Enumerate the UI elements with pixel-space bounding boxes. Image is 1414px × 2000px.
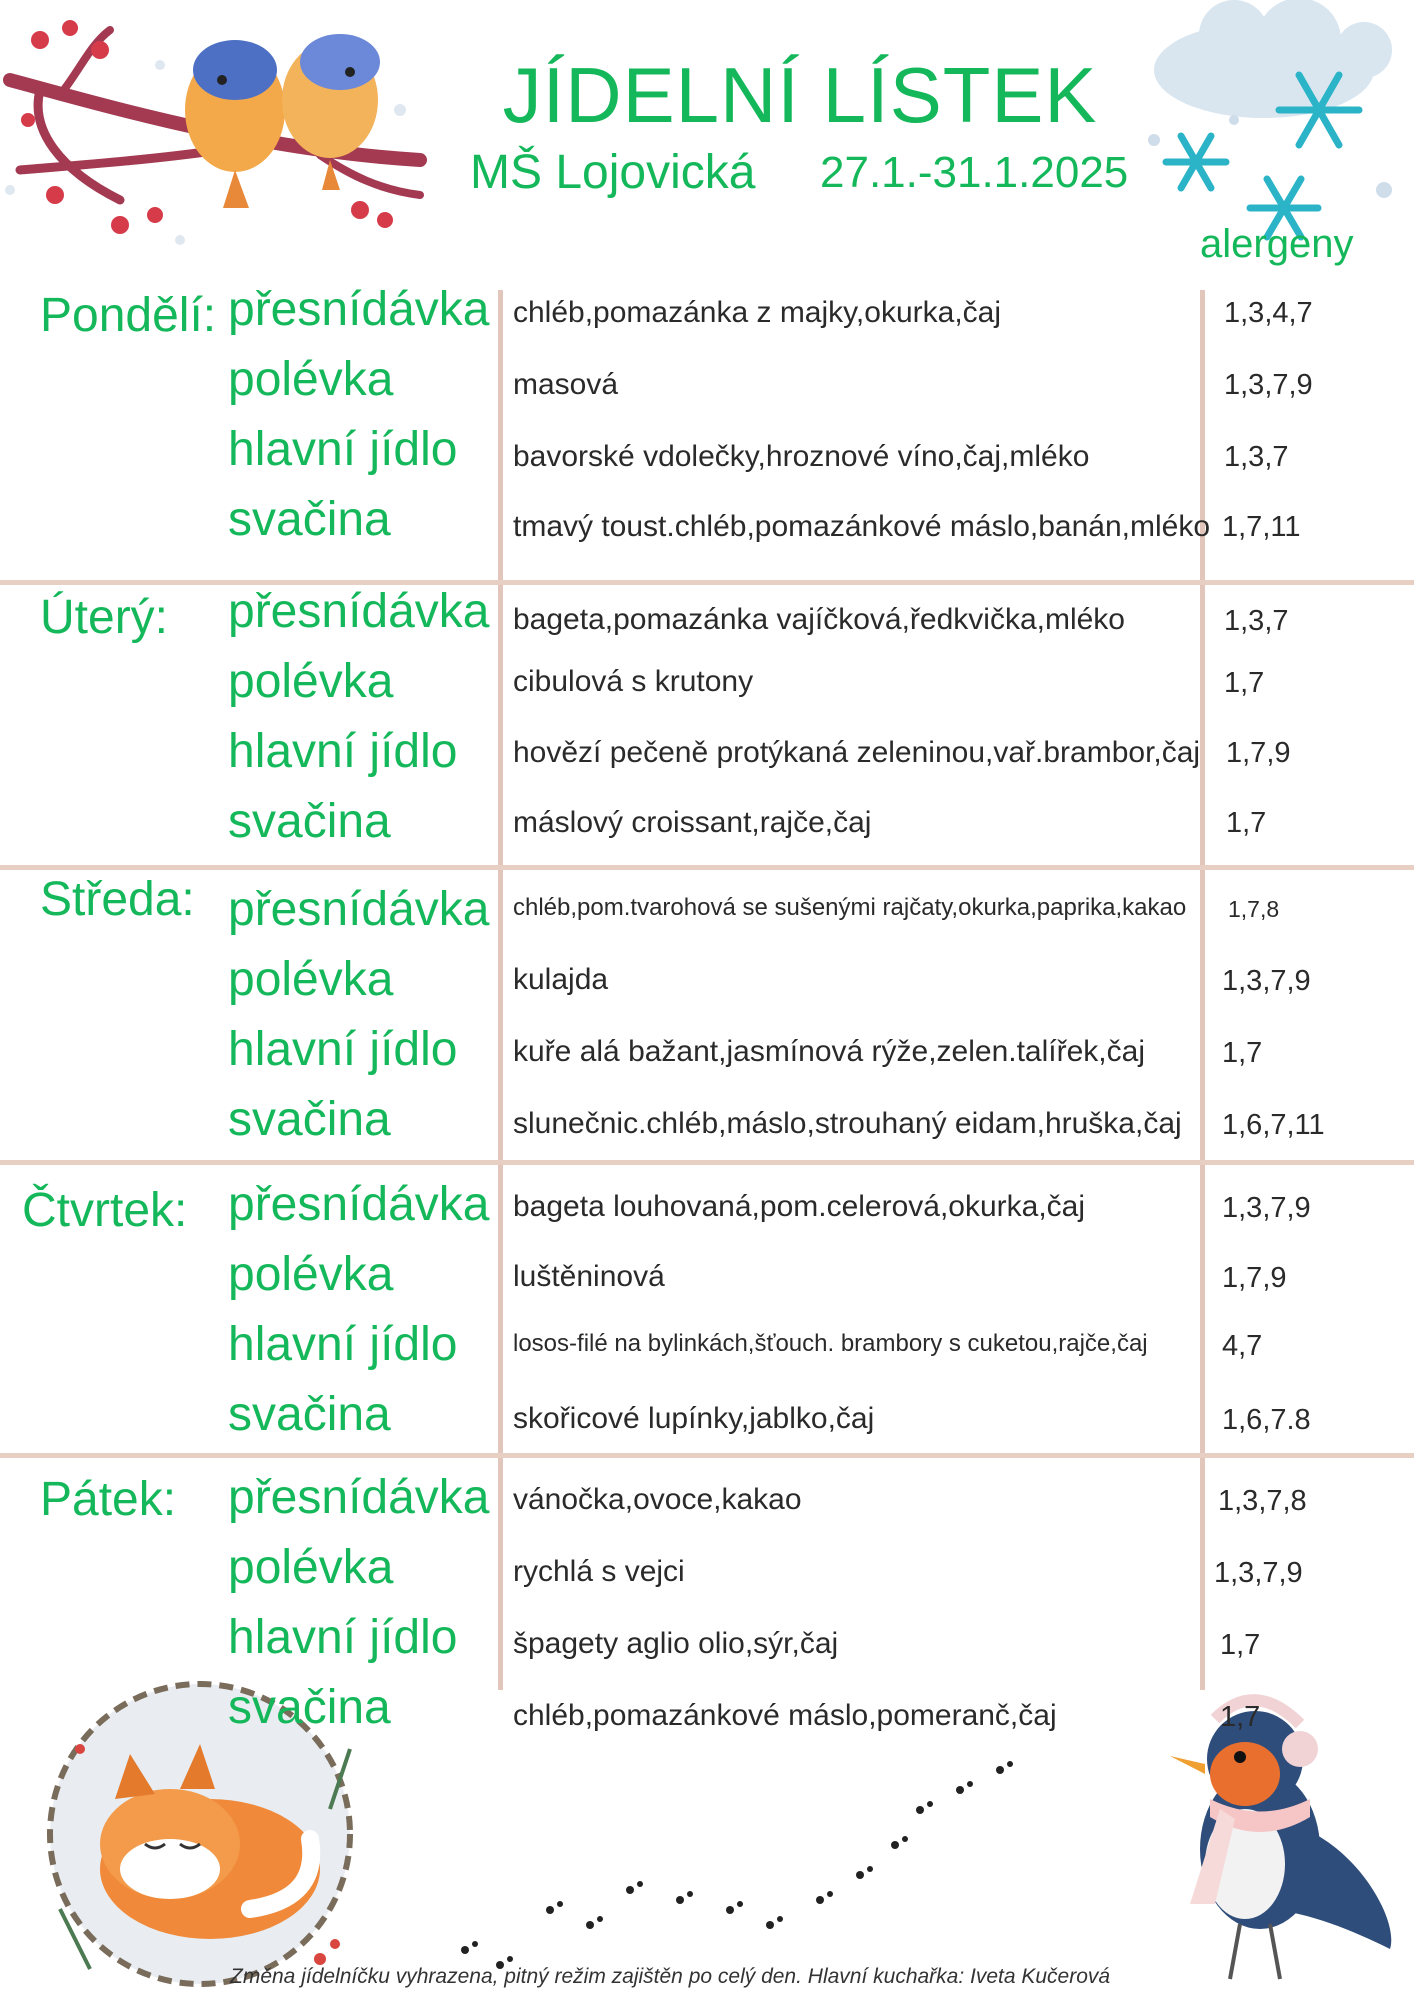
allergen-codes: 1,3,7,9 bbox=[1214, 1557, 1303, 1589]
dish-text: slunečnic.chléb,máslo,strouhaný eidam,hruška,čaj bbox=[513, 1107, 1182, 1140]
meal-label-soup: polévka bbox=[228, 1248, 394, 1301]
meal-label-snack-pm: svačina bbox=[228, 1093, 391, 1146]
day-divider bbox=[0, 1160, 1414, 1165]
allergen-codes: 1,7,9 bbox=[1226, 737, 1291, 769]
meal-label-soup: polévka bbox=[228, 655, 394, 708]
footprints-decoration bbox=[450, 1750, 1050, 2000]
dish-text: kuře alá bažant,jasmínová rýže,zelen.talířek,čaj bbox=[513, 1035, 1145, 1068]
meal-label-main: hlavní jídlo bbox=[228, 1611, 458, 1664]
dish-text: skořicové lupínky,jablko,čaj bbox=[513, 1402, 875, 1435]
meal-label-soup: polévka bbox=[228, 1541, 394, 1594]
dish-text: masová bbox=[513, 368, 619, 401]
week-dates: 27.1.-31.1.2025 bbox=[820, 148, 1129, 197]
meal-label-snack-pm: svačina bbox=[228, 795, 391, 848]
meal-label-snack-am: přesnídávka bbox=[228, 585, 490, 638]
allergen-codes: 1,7,8 bbox=[1228, 896, 1280, 922]
dish-text: máslový croissant,rajče,čaj bbox=[513, 806, 872, 839]
school-name: MŠ Lojovická bbox=[470, 146, 756, 199]
meal-label-snack-pm: svačina bbox=[228, 493, 391, 546]
allergen-codes: 1,7 bbox=[1224, 667, 1265, 699]
robin-bird-illustration bbox=[1150, 1679, 1410, 1999]
dish-column-divider bbox=[498, 290, 503, 1690]
meal-label-main: hlavní jídlo bbox=[228, 725, 458, 778]
day-name: Úterý: bbox=[40, 591, 169, 644]
dish-text: bavorské vdolečky,hroznové víno,čaj,mléko bbox=[513, 440, 1090, 473]
dish-text: losos-filé na bylinkách,šťouch. brambory s cuketou,rajče,čaj bbox=[513, 1330, 1148, 1357]
meal-label-main: hlavní jídlo bbox=[228, 1023, 458, 1076]
allergen-codes: 1,7 bbox=[1226, 807, 1267, 839]
allergen-codes: 1,7,11 bbox=[1222, 511, 1301, 543]
dish-text: vánočka,ovoce,kakao bbox=[513, 1483, 802, 1516]
dish-text: cibulová s krutony bbox=[513, 665, 754, 698]
meal-label-main: hlavní jídlo bbox=[228, 423, 458, 476]
day-divider bbox=[0, 580, 1414, 585]
day-divider bbox=[0, 865, 1414, 870]
dish-text: kulajda bbox=[513, 963, 609, 996]
meal-label-snack-am: přesnídávka bbox=[228, 283, 490, 336]
allergens-column-header: alergeny bbox=[1200, 222, 1354, 266]
allergen-codes: 1,7 bbox=[1220, 1629, 1261, 1661]
dish-text: chléb,pomazánkové máslo,pomeranč,čaj bbox=[513, 1699, 1057, 1732]
birds-on-branch-illustration bbox=[0, 0, 440, 260]
dish-text: rychlá s vejci bbox=[513, 1555, 685, 1588]
dish-text: chléb,pomazánka z majky,okurka,čaj bbox=[513, 296, 1001, 329]
allergen-codes: 1,3,7,9 bbox=[1224, 369, 1313, 401]
day-name: Středa: bbox=[40, 873, 195, 926]
allergen-codes: 1,7 bbox=[1220, 1701, 1261, 1733]
dish-text: špagety aglio olio,sýr,čaj bbox=[513, 1627, 839, 1660]
day-name: Pátek: bbox=[40, 1473, 177, 1526]
allergen-codes: 1,3,7,8 bbox=[1218, 1485, 1307, 1517]
dish-text: hovězí pečeně protýkaná zeleninou,vař.brambor,čaj bbox=[513, 736, 1201, 769]
meal-label-main: hlavní jídlo bbox=[228, 1318, 458, 1371]
day-name: Pondělí: bbox=[40, 289, 217, 342]
allergen-codes: 1,3,7 bbox=[1224, 605, 1289, 637]
meal-label-soup: polévka bbox=[228, 953, 394, 1006]
meal-label-snack-pm: svačina bbox=[228, 1681, 391, 1734]
page-title: JÍDELNÍ LÍSTEK bbox=[502, 51, 1098, 139]
allergen-codes: 1,7,9 bbox=[1222, 1262, 1287, 1294]
day-divider bbox=[0, 1453, 1414, 1458]
allergen-codes: 1,7 bbox=[1222, 1037, 1263, 1069]
footer-note: Změna jídelníčku vyhrazena, pitný režim zajištěn po celý den. Hlavní kuchařka: Iveta Kučerová bbox=[230, 1965, 1111, 1988]
allergen-codes: 1,3,7,9 bbox=[1222, 1192, 1311, 1224]
dish-text: bageta,pomazánka vajíčková,ředkvička,mléko bbox=[513, 603, 1125, 636]
dish-text: luštěninová bbox=[513, 1260, 665, 1293]
allergen-codes: 1,6,7.8 bbox=[1222, 1404, 1311, 1436]
day-name: Čtvrtek: bbox=[22, 1184, 188, 1237]
meal-label-snack-am: přesnídávka bbox=[228, 1471, 490, 1524]
meal-label-snack-am: přesnídávka bbox=[228, 883, 490, 936]
dish-text: tmavý toust.chléb,pomazánkové máslo,banán,mléko bbox=[513, 510, 1211, 543]
meal-label-snack-am: přesnídávka bbox=[228, 1178, 490, 1231]
allergen-codes: 1,3,4,7 bbox=[1224, 297, 1313, 329]
allergen-codes: 1,3,7 bbox=[1224, 441, 1289, 473]
dish-text: chléb,pom.tvarohová se sušenými rajčaty,okurka,paprika,kakao bbox=[513, 894, 1187, 921]
allergen-codes: 4,7 bbox=[1222, 1330, 1263, 1362]
meal-label-snack-pm: svačina bbox=[228, 1388, 391, 1441]
dish-text: bageta louhovaná,pom.celerová,okurka,čaj bbox=[513, 1190, 1086, 1223]
meal-label-soup: polévka bbox=[228, 353, 394, 406]
allergen-codes: 1,3,7,9 bbox=[1222, 965, 1311, 997]
allergen-column-divider bbox=[1200, 290, 1205, 1690]
allergen-codes: 1,6,7,11 bbox=[1222, 1109, 1325, 1141]
